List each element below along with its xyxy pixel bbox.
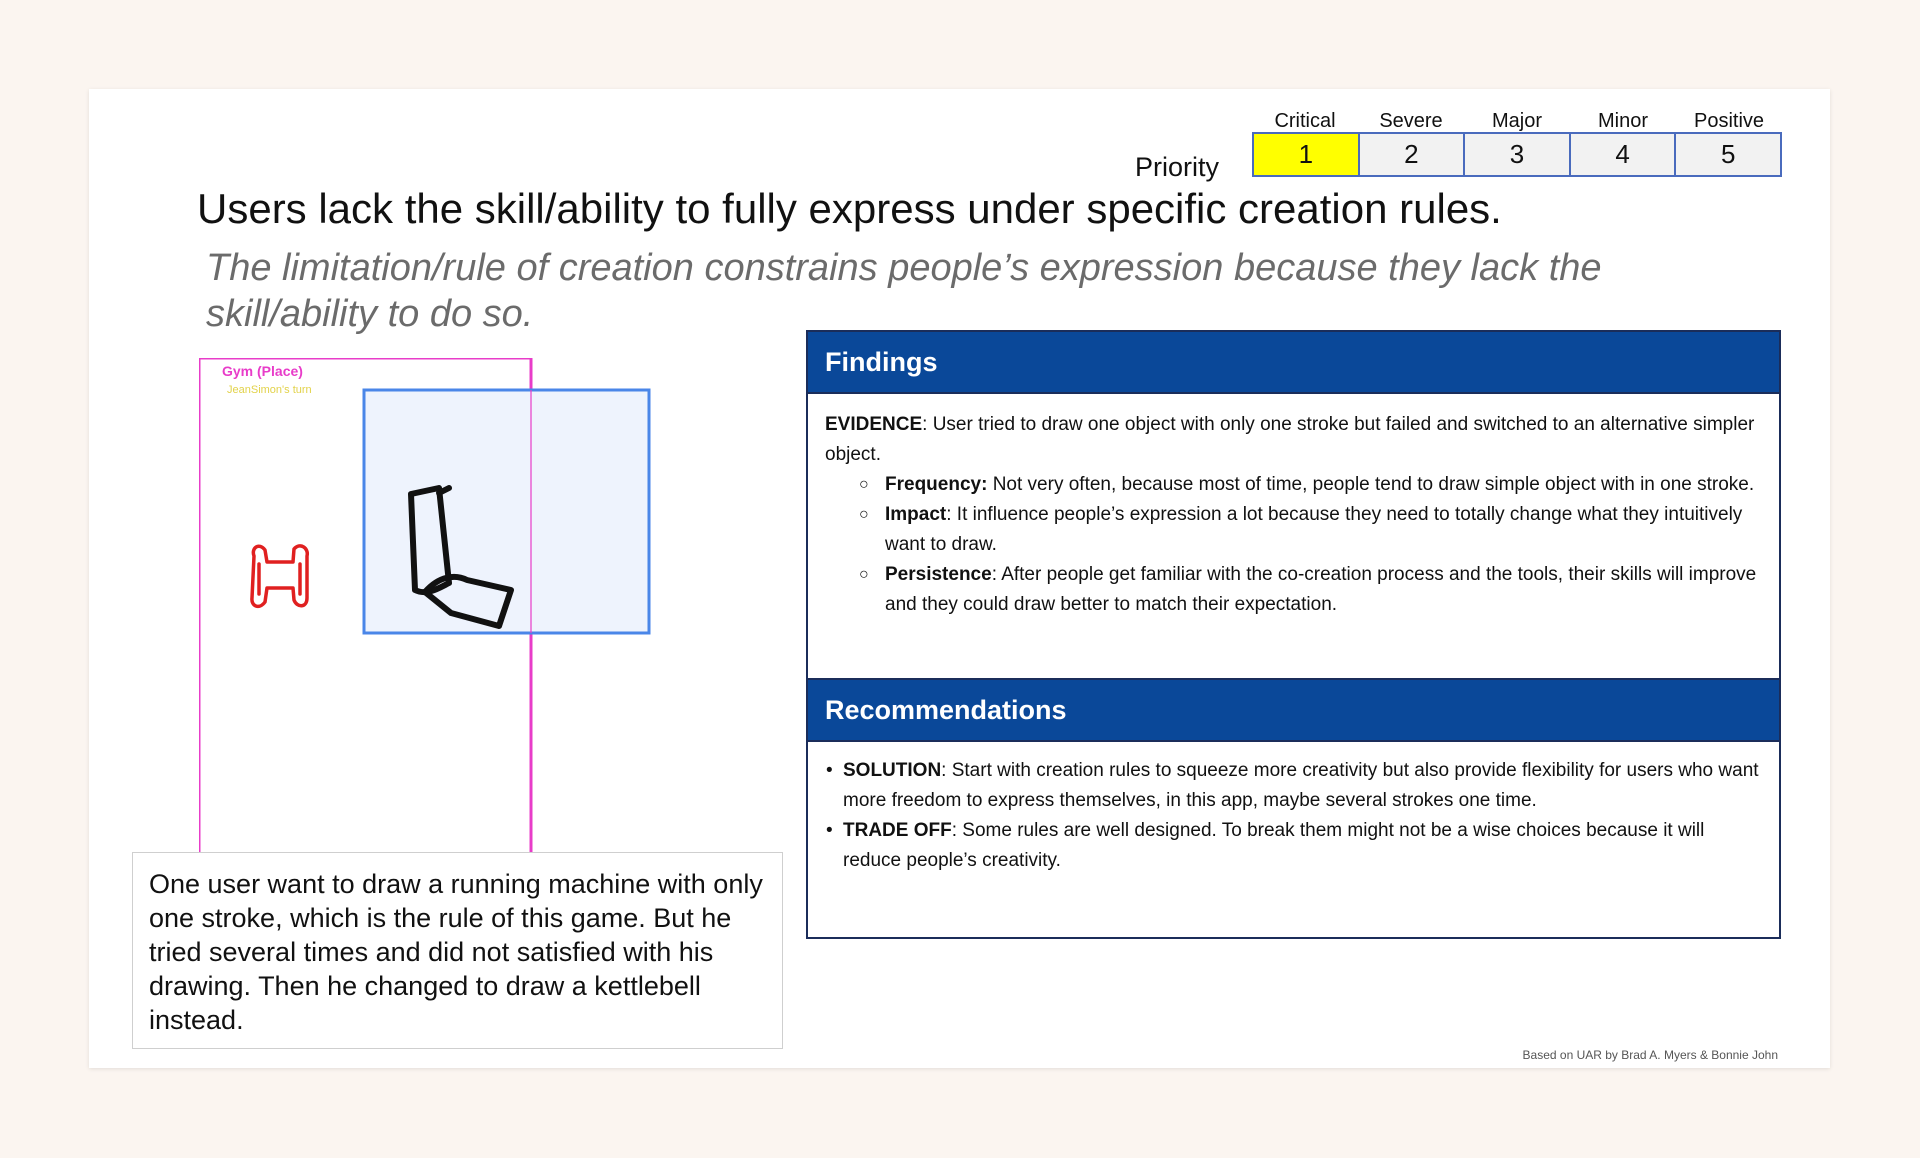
priority-scale <box>1252 132 1782 177</box>
hollow-bullet-icon: ○ <box>859 476 869 493</box>
recommendation-label: SOLUTION <box>843 760 942 781</box>
recommendation-trade-off <box>822 816 1761 876</box>
findings-panel <box>806 330 1781 939</box>
finding-item-frequency <box>825 470 1761 500</box>
recommendations-heading: Recommendations <box>808 678 1779 742</box>
recommendation-text: : Some rules are well designed. To break them might not be a wise choices because it will reduce people’s creativity. <box>843 820 1705 871</box>
findings-body <box>808 394 1779 678</box>
priority-cell-2: 2 <box>1358 134 1464 175</box>
priority-header-severe: Severe <box>1379 110 1443 132</box>
slide-title: Users lack the skill/ability to fully express under specific creation rules. <box>197 185 1502 232</box>
finding-item-persistence <box>825 560 1761 620</box>
findings-heading: Findings <box>808 332 1779 394</box>
priority-header-positive: Positive <box>1693 110 1765 132</box>
bullet-icon: • <box>826 760 833 781</box>
priority-cell-5: 5 <box>1674 134 1780 175</box>
recommendation-solution <box>822 756 1761 816</box>
bullet-icon: • <box>826 820 833 841</box>
hollow-bullet-icon: ○ <box>859 506 869 523</box>
recommendations-body <box>808 742 1779 876</box>
finding-text: Not very often, because most of time, people tend to draw simple object with in one stroke. <box>987 474 1755 495</box>
priority-header-minor: Minor <box>1597 110 1648 132</box>
sketch-place-label: Gym (Place) <box>222 363 303 379</box>
finding-label: Persistence <box>885 564 992 585</box>
recommendation-label: TRADE OFF <box>843 820 952 841</box>
slide <box>89 89 1830 1068</box>
finding-label: Impact <box>885 504 947 525</box>
priority-cell-3: 3 <box>1463 134 1569 175</box>
recommendation-text: : Start with creation rules to squeeze more creativity but also provide flexibility for users who want more freedom to express themselves, in this app, maybe several strokes one time. <box>843 760 1759 811</box>
priority-cell-1: 1 <box>1254 134 1358 175</box>
finding-label: Frequency: <box>885 474 988 495</box>
finding-item-impact <box>825 500 1761 560</box>
priority-header-major: Major <box>1491 110 1542 132</box>
sketch-turn-label: JeanSimon's turn <box>227 384 312 396</box>
kettlebell-drawing <box>252 546 307 606</box>
evidence-label: EVIDENCE <box>825 414 923 435</box>
sketch-caption: One user want to draw a running machine with only one stroke, which is the rule of this game. But he tried several times and did not satisfied with his drawing. Then he changed to draw a kettlebell instead. <box>132 852 783 1049</box>
priority-label: Priority <box>1135 152 1220 182</box>
footer-credit: Based on UAR by Brad A. Myers & Bonnie John <box>1522 1048 1778 1062</box>
finding-text: : It influence people’s expression a lot because they need to totally change what they intuitively want to draw. <box>885 504 1743 555</box>
finding-text: : After people get familiar with the co-creation process and the tools, their skills will improve and they could draw better to match their expectation. <box>885 564 1757 615</box>
slide-subtitle: The limitation/rule of creation constrains people’s expression because they lack the skill/ability to do so. <box>206 247 1602 335</box>
evidence-paragraph <box>825 410 1761 470</box>
priority-cell-4: 4 <box>1569 134 1675 175</box>
priority-header-critical: Critical <box>1274 110 1336 132</box>
hollow-bullet-icon: ○ <box>859 566 869 583</box>
evidence-text: : User tried to draw one object with only one stroke but failed and switched to an alternative simpler object. <box>825 414 1755 465</box>
